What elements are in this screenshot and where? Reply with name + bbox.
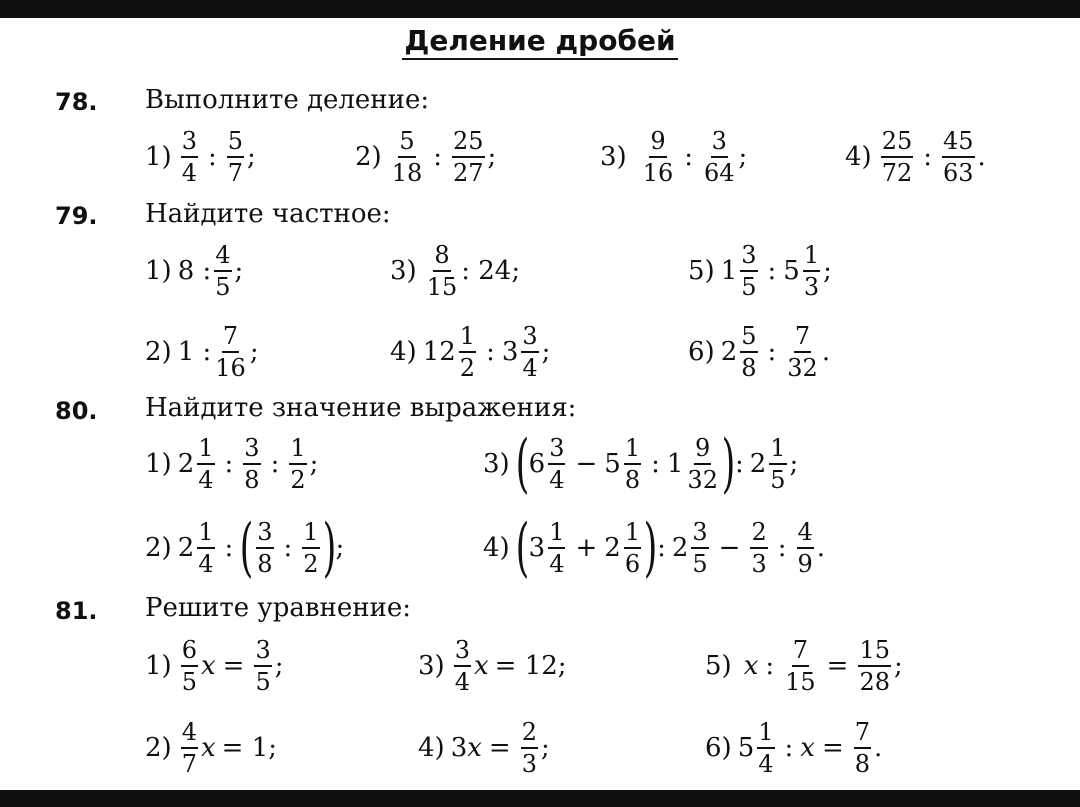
- fraction: $\frac{8}{15}$: [426, 241, 458, 301]
- ex80-item-2: 2) 2 $\frac{1}{4}$ : ( $\frac{3}{8}$ : $\frac{1}{2}$ ) ;: [145, 511, 345, 585]
- fraction: $\frac{3}{5}$: [741, 241, 757, 301]
- fraction: $\frac{4}{5}$: [215, 241, 231, 301]
- ex78-item-3: 3) $\frac{9}{16}$ : $\frac{3}{64}$ ;: [600, 127, 748, 187]
- item-label: 4): [845, 142, 872, 172]
- exercise-80-heading: Найдите значение выражения:: [145, 393, 577, 423]
- fraction: $\frac{3}{4}$: [549, 434, 565, 494]
- fraction: $\frac{1}{2}$: [303, 518, 319, 578]
- ex78-item-2: 2) $\frac{5}{18}$ : $\frac{25}{27}$ ;: [355, 127, 497, 187]
- fraction: $\frac{2}{3}$: [521, 718, 537, 778]
- ex80-item-3: 3) ( 6 $\frac{3}{4}$ − 5 $\frac{1}{8}$ : 1 $\frac{9}{32}$ ) : 2 $\frac{1}{5}$ ;: [483, 427, 799, 501]
- fraction: $\frac{6}{5}$: [181, 636, 197, 696]
- item-label: 2): [145, 337, 172, 367]
- item-label: 4): [418, 733, 445, 763]
- fraction: $\frac{1}{4}$: [198, 518, 214, 578]
- item-label: 2): [145, 533, 172, 563]
- fraction: $\frac{3}{64}$: [704, 127, 735, 187]
- fraction: $\frac{1}{8}$: [624, 434, 641, 494]
- fraction: $\frac{5}{7}$: [227, 127, 244, 187]
- fraction: $\frac{7}{15}$: [785, 636, 816, 696]
- ex79-item-4: 4) 12 $\frac{1}{2}$ : 3 $\frac{3}{4}$ ;: [390, 322, 551, 382]
- fraction: $\frac{1}{4}$: [549, 518, 565, 578]
- item-label: 3): [390, 256, 417, 286]
- item-label: 2): [355, 142, 382, 172]
- ex79-item-1: 1) 8 : $\frac{4}{5}$ ;: [145, 241, 244, 301]
- fraction: $\frac{3}{4}$: [522, 322, 538, 382]
- fraction: $\frac{3}{8}$: [257, 518, 273, 578]
- right-paren: ): [643, 511, 658, 585]
- ex79-item-6: 6) 2 $\frac{5}{8}$ : $\frac{7}{32}$ .: [688, 322, 831, 382]
- ex81-item-5: 5) x : $\frac{7}{15}$ = $\frac{15}{28}$ ;: [705, 636, 903, 696]
- fraction: $\frac{15}{28}$: [859, 636, 891, 696]
- item-label: 1): [145, 449, 172, 479]
- fraction: $\frac{1}{2}$: [459, 322, 476, 382]
- left-paren: (: [515, 427, 530, 501]
- fraction: $\frac{7}{8}$: [854, 718, 871, 778]
- item-label: 6): [705, 733, 732, 763]
- ex78-item-1: 1) $\frac{3}{4}$ : $\frac{5}{7}$ ;: [145, 127, 256, 187]
- ex81-item-6: 6) 5 $\frac{1}{4}$ : x = $\frac{7}{8}$ .: [705, 718, 883, 778]
- fraction: $\frac{9}{16}$: [642, 127, 674, 187]
- fraction: $\frac{7}{16}$: [215, 322, 246, 382]
- right-paren: ): [322, 511, 336, 585]
- ex79-item-5: 5) 1 $\frac{3}{5}$ : 5 $\frac{1}{3}$ ;: [688, 241, 832, 301]
- exercise-80-number: 80.: [55, 397, 98, 425]
- exercise-79-number: 79.: [55, 202, 98, 230]
- fraction: $\frac{45}{63}$: [943, 127, 974, 187]
- item-label: 5): [688, 256, 715, 286]
- exercise-78-heading: Выполните деление:: [145, 85, 430, 115]
- fraction: $\frac{4}{9}$: [797, 518, 813, 578]
- item-label: 3): [418, 651, 445, 681]
- left-paren: (: [239, 511, 254, 585]
- fraction: $\frac{1}{6}$: [624, 518, 641, 578]
- fraction: $\frac{1}{5}$: [770, 434, 786, 494]
- ex78-item-4: 4) $\frac{25}{72}$ : $\frac{45}{63}$ .: [845, 127, 986, 187]
- item-label: 2): [145, 733, 172, 763]
- fraction: $\frac{7}{32}$: [787, 322, 818, 382]
- fraction: $\frac{5}{18}$: [391, 127, 423, 187]
- left-paren: (: [515, 511, 530, 585]
- page-title: Деление дробей: [402, 24, 677, 60]
- top-border: [0, 0, 1080, 18]
- ex79-item-3: 3) $\frac{8}{15}$ : 24;: [390, 241, 521, 301]
- ex81-item-1: 1) $\frac{6}{5}$ x = $\frac{3}{5}$ ;: [145, 636, 284, 696]
- ex79-item-2: 2) 1 : $\frac{7}{16}$ ;: [145, 322, 259, 382]
- bottom-border: [0, 790, 1080, 807]
- item-label: 4): [483, 533, 510, 563]
- item-label: 4): [390, 337, 417, 367]
- item-label: 1): [145, 651, 172, 681]
- fraction: $\frac{3}{5}$: [255, 636, 271, 696]
- fraction: $\frac{3}{4}$: [454, 636, 470, 696]
- page-title-wrap: [0, 24, 1080, 57]
- fraction: $\frac{1}{4}$: [198, 434, 214, 494]
- ex81-item-4: 4) 3 x = $\frac{2}{3}$ ;: [418, 718, 550, 778]
- fraction: $\frac{1}{2}$: [290, 434, 306, 494]
- ex81-item-2: 2) $\frac{4}{7}$ x = 1;: [145, 718, 277, 778]
- fraction: $\frac{1}{3}$: [803, 241, 820, 301]
- fraction: $\frac{25}{27}$: [453, 127, 484, 187]
- exercise-81-heading: Решите уравнение:: [145, 593, 412, 623]
- item-label: 6): [688, 337, 715, 367]
- fraction: $\frac{3}{8}$: [244, 434, 260, 494]
- ex80-item-4: 4) ( 3 $\frac{1}{4}$ + 2 $\frac{1}{6}$ ) : 2 $\frac{3}{5}$ − $\frac{2}{3}$ : $\frac{4}{9}$ .: [483, 511, 826, 585]
- fraction: $\frac{1}{4}$: [758, 718, 774, 778]
- item-label: 1): [145, 256, 172, 286]
- right-paren: ): [721, 427, 736, 501]
- exercise-79-heading: Найдите частное:: [145, 199, 391, 229]
- item-label: 1): [145, 142, 172, 172]
- ex80-item-1: 1) 2 $\frac{1}{4}$ : $\frac{3}{8}$ : $\frac{1}{2}$ ;: [145, 434, 319, 494]
- item-label: 3): [600, 142, 627, 172]
- exercise-81-number: 81.: [55, 597, 98, 625]
- fraction: $\frac{5}{8}$: [741, 322, 757, 382]
- exercise-78-number: 78.: [55, 88, 98, 116]
- ex81-item-3: 3) $\frac{3}{4}$ x = 12;: [418, 636, 567, 696]
- item-label: 5): [705, 651, 732, 681]
- fraction: $\frac{2}{3}$: [751, 518, 767, 578]
- fraction: $\frac{9}{32}$: [687, 434, 718, 494]
- fraction: $\frac{3}{5}$: [692, 518, 708, 578]
- item-label: 3): [483, 449, 510, 479]
- fraction: $\frac{3}{4}$: [181, 127, 197, 187]
- fraction: $\frac{25}{72}$: [881, 127, 913, 187]
- fraction: $\frac{4}{7}$: [181, 718, 197, 778]
